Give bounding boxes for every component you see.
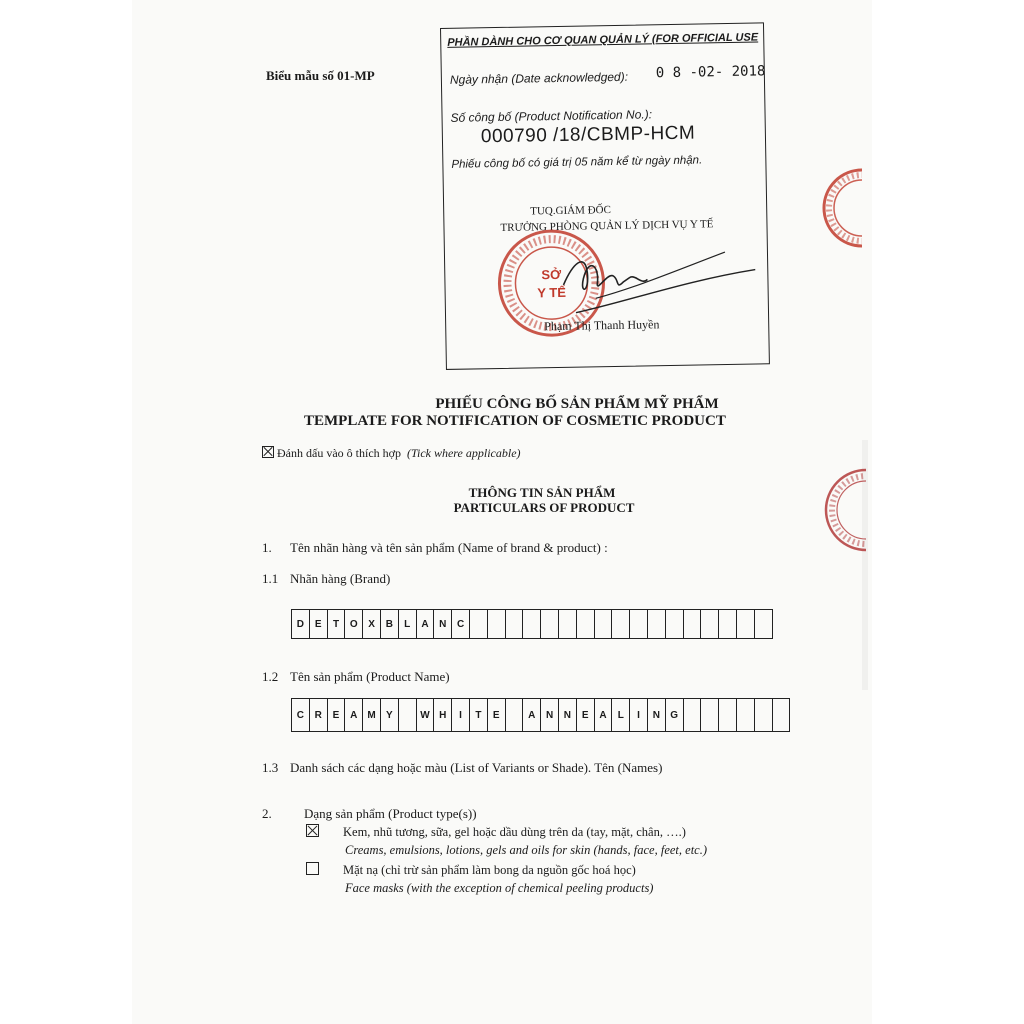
letter-box <box>700 609 719 639</box>
notification-number-label: Số công bố (Product Notification No.): <box>450 107 653 125</box>
signer-role-line1: TUQ.GIÁM ĐỐC <box>530 204 611 218</box>
checkbox-checked-icon[interactable] <box>306 824 319 837</box>
letter-box <box>736 698 755 732</box>
letter-box <box>505 609 524 639</box>
letter-box <box>629 609 648 639</box>
letter-box: E <box>327 698 346 732</box>
letter-box: E <box>487 698 506 732</box>
letter-box: G <box>665 698 684 732</box>
product-type-option-1-en: Creams, emulsions, lotions, gels and oils for skin (hands, face, feet, etc.) <box>345 843 707 857</box>
letter-box: C <box>451 609 470 639</box>
validity-note: Phiếu công bố có giá trị 05 năm kể từ ngày nhận. <box>451 154 703 171</box>
official-header: PHẦN DÀNH CHO CƠ QUAN QUẢN LÝ (FOR OFFICIAL USE <box>447 31 759 49</box>
letter-box: A <box>344 698 363 732</box>
tick-instruction: Đánh dấu vào ô thích hợp (Tick where applicable) <box>262 446 521 461</box>
item-2: 2. Dạng sản phẩm (Product type(s)) <box>262 806 477 821</box>
letter-box: O <box>344 609 363 639</box>
checkbox-empty-icon[interactable] <box>306 862 319 875</box>
letter-box <box>754 698 773 732</box>
letter-box <box>611 609 630 639</box>
item-1-2: 1.2 Tên sản phẩm (Product Name) <box>262 669 450 684</box>
letter-box: I <box>629 698 648 732</box>
product-type-option-2: Mặt nạ (chỉ trừ sản phẩm làm bong da nguồn gốc hoá học) <box>306 862 636 878</box>
letter-box <box>683 698 702 732</box>
letter-box <box>647 609 666 639</box>
svg-text:Y TẾ: Y TẾ <box>537 284 567 301</box>
side-seal-top <box>822 156 862 296</box>
letter-box: E <box>309 609 328 639</box>
letter-box <box>700 698 719 732</box>
signature <box>555 229 767 323</box>
letter-box: A <box>416 609 435 639</box>
official-use-box <box>440 22 770 370</box>
letter-box: H <box>433 698 452 732</box>
side-seal-bottom <box>824 466 866 576</box>
title-english: TEMPLATE FOR NOTIFICATION OF COSMETIC PRODUCT <box>304 413 726 429</box>
section-title-vietnamese: THÔNG TIN SẢN PHẨM <box>468 485 616 500</box>
letter-box <box>576 609 595 639</box>
letter-box: R <box>309 698 328 732</box>
letter-box <box>540 609 559 639</box>
title-vietnamese: PHIẾU CÔNG BỐ SẢN PHẨM MỸ PHẨM <box>435 396 719 412</box>
letter-box: L <box>611 698 630 732</box>
form-code: Biểu mẫu số 01-MP <box>266 68 375 83</box>
letter-box <box>522 609 541 639</box>
letter-box <box>594 609 613 639</box>
letter-box: N <box>647 698 666 732</box>
letter-box <box>469 609 488 639</box>
product-type-option-2-en: Face masks (with the exception of chemical peeling products) <box>345 881 654 895</box>
letter-box <box>505 698 524 732</box>
letter-box <box>487 609 506 639</box>
letter-box: B <box>380 609 399 639</box>
letter-box: X <box>362 609 381 639</box>
letter-box: E <box>576 698 595 732</box>
date-acknowledged-value: 0 8 -02- 2018 <box>655 63 766 82</box>
item-1: 1. Tên nhãn hàng và tên sản phẩm (Name of brand & product) : <box>262 540 608 555</box>
letter-box <box>772 698 791 732</box>
item-1-3: 1.3 Danh sách các dạng hoặc màu (List of Variants or Shade). Tên (Names) <box>262 760 663 775</box>
letter-box: N <box>540 698 559 732</box>
product-name-letter-boxes <box>291 698 789 732</box>
notification-number-value: 000790 /18/CBMP-HCM <box>480 122 696 148</box>
letter-box: T <box>327 609 346 639</box>
brand-letter-boxes <box>291 609 772 639</box>
letter-box <box>398 698 417 732</box>
letter-box: N <box>433 609 452 639</box>
letter-box <box>736 609 755 639</box>
letter-box: I <box>451 698 470 732</box>
letter-box: N <box>558 698 577 732</box>
seal-text: SỞ <box>541 266 562 283</box>
letter-box: W <box>416 698 435 732</box>
letter-box: A <box>522 698 541 732</box>
signer-name: Phạm Thị Thanh Huyền <box>544 317 660 334</box>
letter-box <box>754 609 773 639</box>
letter-box: A <box>594 698 613 732</box>
example-checkbox-icon <box>262 446 274 458</box>
letter-box: M <box>362 698 381 732</box>
letter-box: L <box>398 609 417 639</box>
letter-box <box>718 609 737 639</box>
letter-box <box>718 698 737 732</box>
item-1-1: 1.1 Nhãn hàng (Brand) <box>262 571 391 586</box>
letter-box <box>558 609 577 639</box>
letter-box: D <box>291 609 310 639</box>
section-title-english: PARTICULARS OF PRODUCT <box>453 500 635 515</box>
letter-box: C <box>291 698 310 732</box>
signer-role-line2: TRƯỞNG PHÒNG QUẢN LÝ DỊCH VỤ Y TẾ <box>500 218 714 234</box>
date-acknowledged-label: Ngày nhận (Date acknowledged): <box>449 69 629 87</box>
product-type-option-1: Kem, nhũ tương, sữa, gel hoặc dầu dùng trên da (tay, mặt, chân, ….) <box>306 824 686 840</box>
letter-box <box>665 609 684 639</box>
letter-box: Y <box>380 698 399 732</box>
letter-box: T <box>469 698 488 732</box>
letter-box <box>683 609 702 639</box>
